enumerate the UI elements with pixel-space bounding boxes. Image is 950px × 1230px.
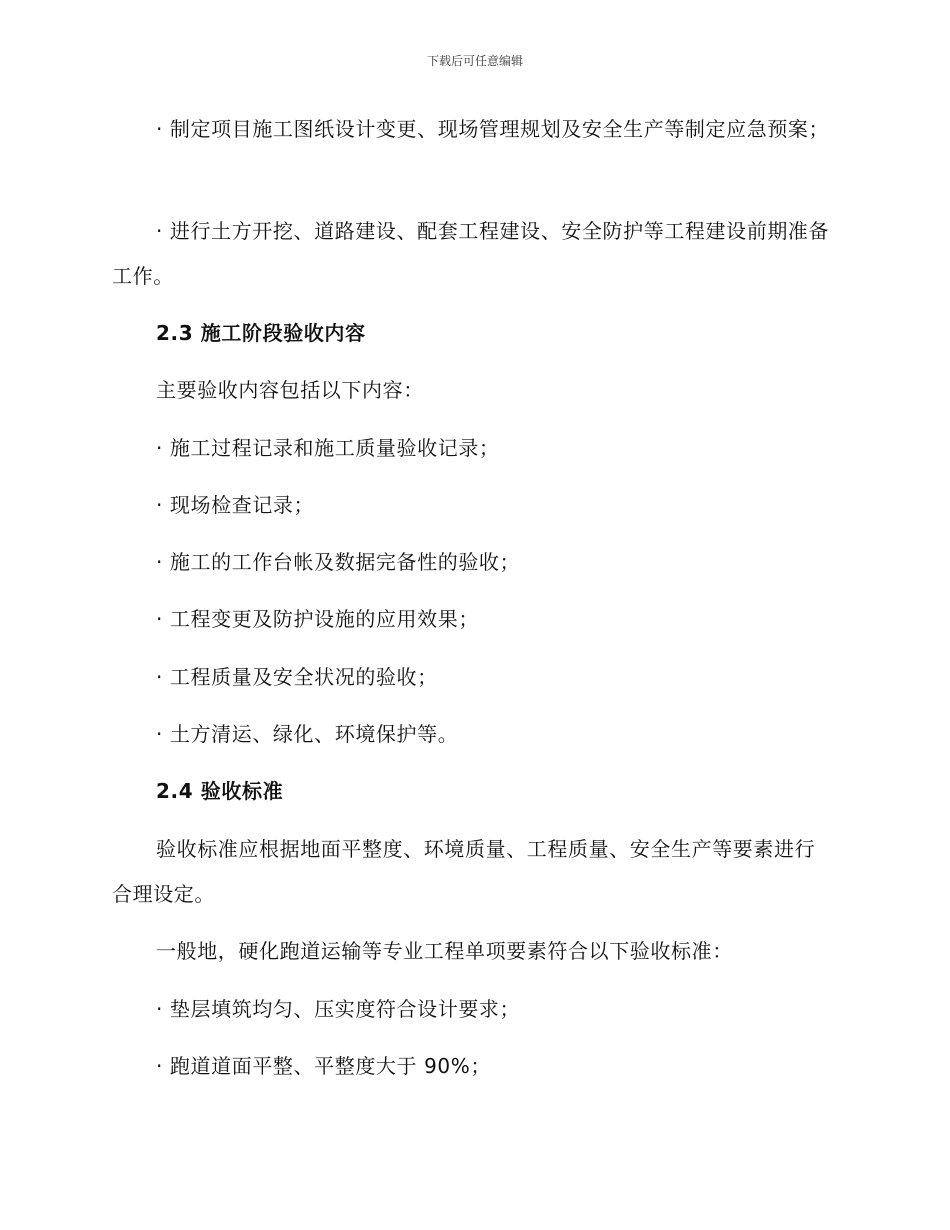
paragraph-preparation-work: · 进行土方开挖、道路建设、配套工程建设、安全防护等工程建设前期准备工作。 bbox=[112, 219, 830, 288]
paragraph-acceptance-standard: 验收标准应根据地面平整度、环境质量、工程质量、安全生产等要素进行合理设定。 bbox=[112, 837, 816, 906]
paragraph-emergency-plan: · 制定项目施工图纸设计变更、现场管理规划及安全生产等制定应急预案； bbox=[156, 117, 830, 141]
list-item-quality-safety: · 工程质量及安全状况的验收； bbox=[156, 665, 438, 689]
paragraph-general-standard: 一般地，硬化跑道运输等专业工程单项要素符合以下验收标准： bbox=[156, 939, 733, 963]
list-item-earthwork-greening: · 土方清运、绿化、环境保护等。 bbox=[156, 722, 459, 746]
list-item-engineering-changes: · 工程变更及防护设施的应用效果； bbox=[156, 607, 479, 631]
list-item-work-ledger: · 施工的工作台帐及数据完备性的验收； bbox=[156, 550, 521, 574]
list-item-cushion-layer: · 垫层填筑均匀、压实度符合设计要求； bbox=[156, 997, 521, 1021]
list-item-site-inspection: · 现场检查记录； bbox=[156, 493, 315, 517]
section-heading-2-4: 2.4 验收标准 bbox=[156, 779, 284, 803]
section-heading-2-3: 2.3 施工阶段验收内容 bbox=[156, 321, 366, 345]
header-note: 下载后可任意编辑 bbox=[426, 54, 523, 68]
paragraph-main-content-intro: 主要验收内容包括以下内容： bbox=[156, 378, 424, 402]
list-item-construction-records: · 施工过程记录和施工质量验收记录； bbox=[156, 436, 500, 460]
list-item-runway-flatness: · 跑道道面平整、平整度大于 90%； bbox=[156, 1054, 491, 1078]
